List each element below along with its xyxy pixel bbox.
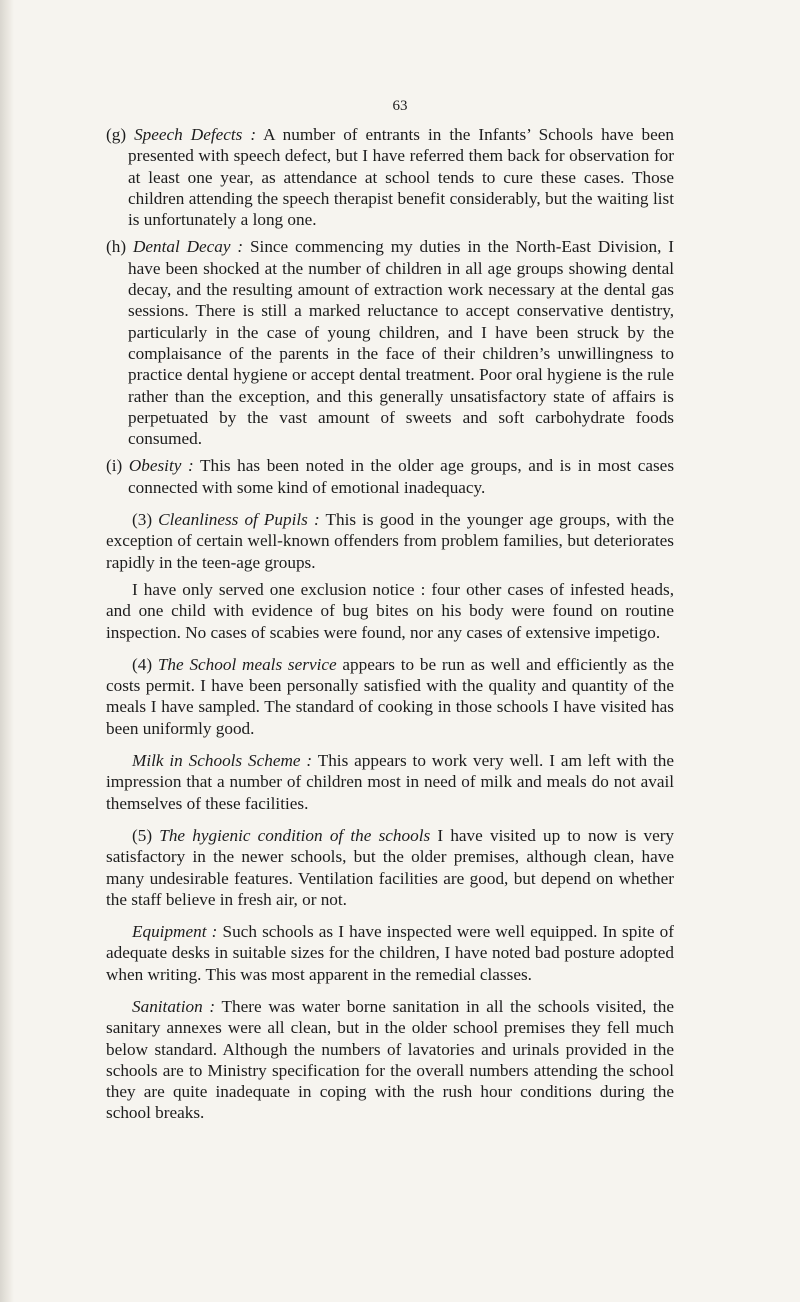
section-marker: (5) bbox=[132, 825, 153, 845]
equipment-paragraph bbox=[106, 921, 674, 985]
page-number: 63 bbox=[392, 98, 408, 114]
section-4-school-meals bbox=[106, 654, 674, 739]
section-heading: Speech Defects : bbox=[134, 125, 257, 144]
section-heading: Cleanliness of Pupils : bbox=[158, 510, 320, 530]
subsection-heading: Equipment : bbox=[132, 922, 218, 942]
section-text: Since commencing my duties in the North-East Division, I have been shocked at the number of children in all age groups showing dental decay, and the resulting amount of extraction work necessary at the dental gas sessions. There is still a marked reluctance to accept conservative dentistry, particularly in the case of young children, and I have been struck by the complaisance of the parents in the face of their children’s unwillingness to practice dental hygiene or accept dental treatment. Poor oral hygiene is the rule rather than the exception, and this generally unsatisfactory state of affairs is perpetuated by the vast amount of sweets and soft carbohydrate foods consumed. bbox=[128, 237, 675, 449]
document-page bbox=[106, 0, 674, 1124]
subsection-heading: Sanitation : bbox=[132, 996, 216, 1016]
section-marker: (3) bbox=[132, 510, 153, 530]
subsection-heading: Milk in Schools Scheme : bbox=[132, 751, 313, 771]
section-i-obesity bbox=[106, 455, 674, 498]
section-heading: Obesity : bbox=[128, 456, 194, 476]
section-marker: (i) bbox=[106, 456, 123, 476]
subsection-text: This appears to work very well. I am left with the impression that a number of children most in need of milk and meals do not avail themselves of these facilities. bbox=[106, 751, 674, 813]
section-text: appears to be run as well and efficiently as the costs permit. I have been personally satisfied with the quality and quantity of the meals I have sampled. The standard of cooking in those schools I have visited has been uniformly good. bbox=[106, 654, 675, 738]
section-3-cleanliness bbox=[106, 509, 674, 573]
section-heading: The hygienic condition of the schools bbox=[159, 825, 431, 845]
section-text: A number of entrants in the Infants’ Schools have been presented with speech defect, but I have referred them back for observation for at least one year, as attendance at school tends to cure these cases. Those children attending the speech therapist benefit considerably, but the waiting list is unfortunately a long one. bbox=[128, 125, 674, 230]
sanitation-paragraph bbox=[106, 996, 674, 1124]
milk-in-schools-paragraph bbox=[106, 750, 674, 814]
subsection-text: Such schools as I have inspected were well equipped. In spite of adequate desks in suitable sizes for the children, I have noted bad posture adopted when writing. This was most apparent in the remedial classes. bbox=[106, 922, 674, 984]
section-h-dental-decay bbox=[106, 236, 674, 449]
section-marker: (h) bbox=[106, 237, 127, 257]
subsection-text: There was water borne sanitation in all the schools visited, the sanitary annexes were all clean, but in the older school premises they fell much below standard. Although the numbers of lavatories and urinals provided in the schools are to Ministry specification for the overall numbers attending the school they are quite inadequate in coping with the rush hour conditions during the school breaks. bbox=[106, 996, 674, 1123]
section-text: This is good in the younger age groups, with the exception of certain well-known offenders from problem families, but deteriorates rapidly in the teen-age groups. bbox=[106, 510, 674, 572]
section-marker: (g) bbox=[106, 125, 127, 144]
section-5-hygienic-condition bbox=[106, 825, 674, 910]
section-text: This has been noted in the older age groups, and is in most cases connected with some kind of emotional inadequacy. bbox=[128, 456, 675, 497]
section-3-exclusion-paragraph: I have only served one exclusion notice : four other cases of infested heads, and one child with evidence of bug bites on his body were found on routine inspection. No cases of scabies were found, nor any cases of extensive impetigo. bbox=[106, 579, 674, 642]
section-heading: The School meals service bbox=[157, 654, 337, 674]
section-g-speech-defects bbox=[106, 124, 674, 230]
section-heading: Dental Decay : bbox=[132, 237, 244, 257]
section-text: I have visited up to now is very satisfactory in the newer schools, but the older premises, although clean, have many undesirable features. Ventilation facilities are good, but depend on whether the staff believe in fresh air, or not. bbox=[106, 825, 675, 909]
page-binding-edge bbox=[0, 0, 14, 1302]
section-marker: (4) bbox=[132, 654, 153, 674]
